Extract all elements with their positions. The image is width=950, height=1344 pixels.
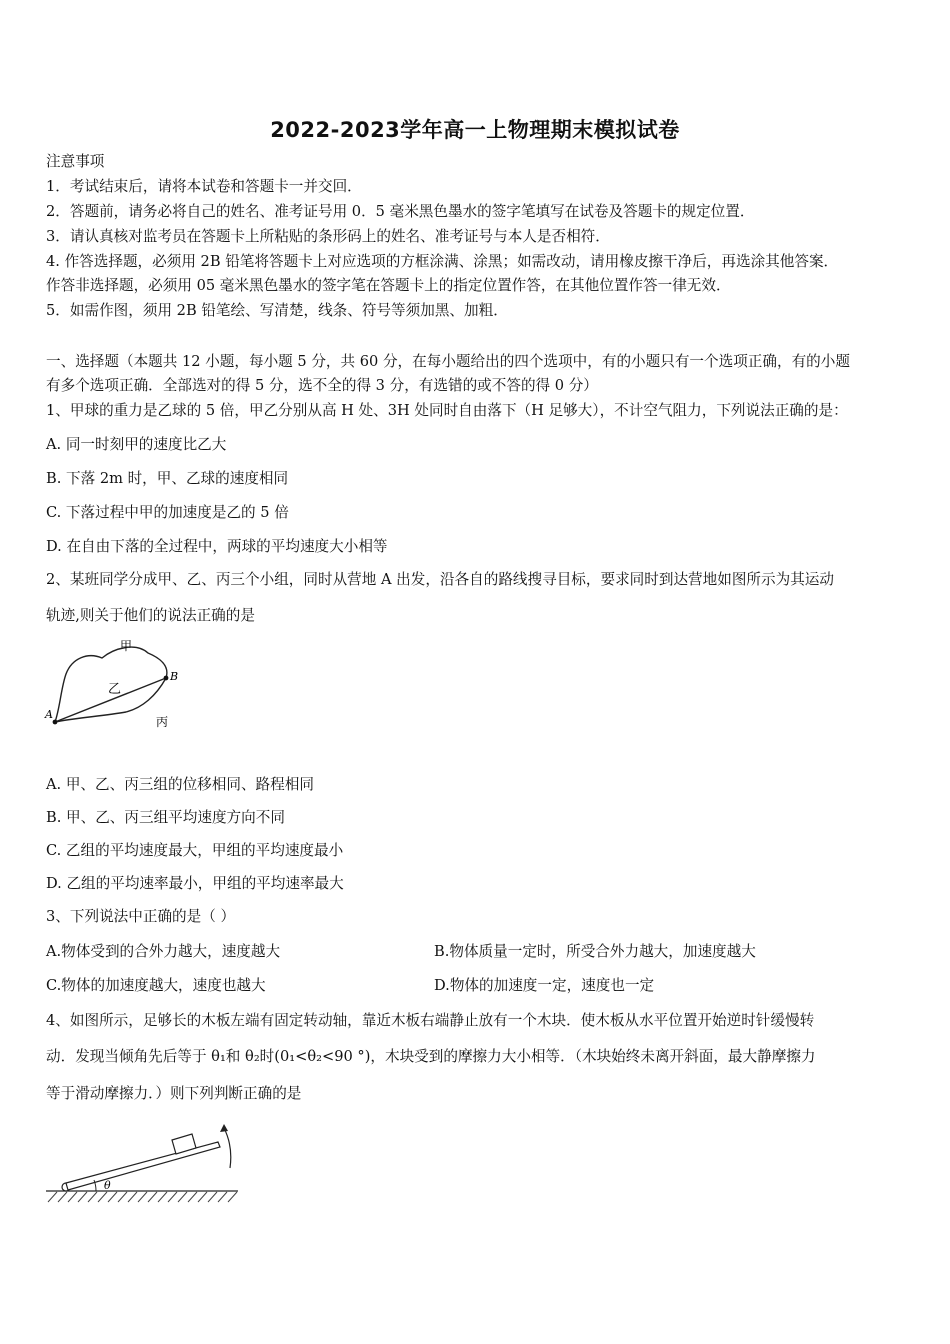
question-2-option-a: A. 甲、乙、丙三组的位移相同、路程相同 xyxy=(46,776,314,793)
wooden-board xyxy=(66,1142,220,1190)
notice-item: 2．答题前，请务必将自己的姓名、准考证号用 0．5 毫米黑色墨水的签字笔填写在试卷及答题卡的规定位置． xyxy=(46,203,755,220)
notice-item: 4. 作答选择题，必须用 2B 铅笔将答题卡上对应选项的方框涂满、涂黑；如需改动，请用橡皮擦干净后，再选涂其他答案． xyxy=(46,253,839,270)
label-yi: 乙 xyxy=(108,682,122,697)
question-2-option-c: C. 乙组的平均速度最大，甲组的平均速度最小 xyxy=(46,842,344,859)
question-1-option-a: A. 同一时刻甲的速度比乙大 xyxy=(46,436,227,453)
point-a xyxy=(53,720,58,725)
question-2-stem: 轨迹,则关于他们的说法正确的是 xyxy=(46,607,255,624)
notice-item: 作答非选择题，必须用 05 毫米黑色墨水的签字笔在答题卡上的指定位置作答，在其他位置作答一律无效． xyxy=(46,277,731,294)
notice-item: 5．如需作图，须用 2B 铅笔绘、写清楚，线条、符号等须加黑、加粗． xyxy=(46,302,508,319)
question-3-option-c: C.物体的加速度越大，速度也越大 xyxy=(46,977,266,994)
point-b xyxy=(164,676,169,681)
question-1-option-c: C. 下落过程中甲的加速度是乙的 5 倍 xyxy=(46,504,289,521)
question-1-option-d: D. 在自由下落的全过程中，两球的平均速度大小相等 xyxy=(46,538,388,555)
label-a: A xyxy=(45,708,53,721)
question-2-option-b: B. 甲、乙、丙三组平均速度方向不同 xyxy=(46,809,285,826)
question-4-stem: 等于滑动摩擦力．）则下列判断正确的是 xyxy=(46,1085,302,1102)
page-title: 2022-2023学年高一上物理期末模拟试卷 xyxy=(270,118,680,142)
notice-heading: 注意事项 xyxy=(46,153,105,170)
question-1-option-b: B. 下落 2m 时，甲、乙球的速度相同 xyxy=(46,470,289,487)
section-header: 一、选择题（本题共 12 小题，每小题 5 分，共 60 分，在每小题给出的四个选项中，有的小题只有一个选项正确，有的小题 xyxy=(46,353,850,370)
question-2-stem: 2、某班同学分成甲、乙、丙三个小组，同时从营地 A 出发，沿各自的路线搜寻目标，要求同时到达营地如图所示为其运动 xyxy=(46,571,834,588)
section-header: 有多个选项正确．全部选对的得 5 分，选不全的得 3 分，有选错的或不答的得 0 分） xyxy=(46,377,598,394)
rotation-arrow xyxy=(224,1128,231,1168)
rotation-arrowhead xyxy=(220,1124,228,1132)
label-bing: 丙 xyxy=(156,715,169,729)
notice-item: 1．考试结束后，请将本试卷和答题卡一并交回． xyxy=(46,178,362,195)
question-4-stem: 4、如图所示，足够长的木板左端有固定转动轴，靠近木板右端静止放有一个木块．使木板从水平位置开始逆时针缓慢转 xyxy=(46,1012,815,1029)
question-2-option-d: D. 乙组的平均速率最小，甲组的平均速率最大 xyxy=(46,875,344,892)
question-4-stem: 动．发现当倾角先后等于 θ₁和 θ₂时(0₁<θ₂<90 °)，木块受到的摩擦力大小相等．（木块始终未离开斜面，最大静摩擦力 xyxy=(46,1048,816,1065)
label-b: B xyxy=(170,670,179,683)
incline-figure xyxy=(44,1118,244,1213)
question-3-option-d: D.物体的加速度一定，速度也一定 xyxy=(434,977,655,994)
label-jia: 甲 xyxy=(120,639,133,653)
trajectory-figure xyxy=(44,638,194,738)
question-3-option-b: B.物体质量一定时，所受合外力越大，加速度越大 xyxy=(434,943,756,960)
notice-item: 3．请认真核对监考员在答题卡上所粘贴的条形码上的姓名、准考证号与本人是否相符． xyxy=(46,228,610,245)
question-3-stem: 3、下列说法中正确的是（ ） xyxy=(46,908,236,925)
label-theta: θ xyxy=(104,1179,111,1192)
ground-hatching xyxy=(48,1192,237,1202)
question-3-option-a: A.物体受到的合外力越大，速度越大 xyxy=(46,943,281,960)
question-1-stem: 1、甲球的重力是乙球的 5 倍，甲乙分别从高 H 处、3H 处同时自由落下（H 足够大），不计空气阻力，下列说法正确的是： xyxy=(46,402,848,419)
